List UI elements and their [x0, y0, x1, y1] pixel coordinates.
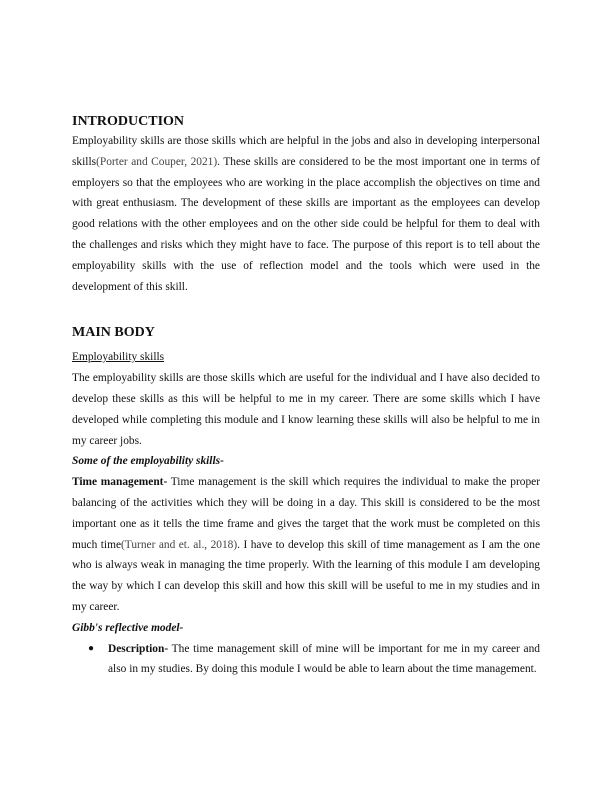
list-item: ● Description- The time management skill of mine will be important for me in my career and also in my studies. By doing this module I would be able to learn about the time management.: [72, 639, 540, 681]
time-management-label: Time management-: [72, 476, 168, 489]
gibbs-model-label: Gibb's reflective model-: [72, 621, 184, 634]
some-skills-label: Some of the employability skills-: [72, 455, 224, 468]
citation: (Turner and et. al., 2018): [121, 538, 238, 551]
bullet-icon: ●: [88, 642, 95, 654]
time-management-paragraph: Time management- Time management is the skill which requires the individual to make the proper balancing of the activities which they will be doing in a day. This skill is considered to be the most important one as it tells the time frame and gives the target that the work must be completed on this much time(Turner and et. al., 2018). I have to develop this skill of time management as I am the one who is always weak in managing the time properly. With the learning of this module I am developing the way by which I can develop this skill and how this skill will be useful to me in my studies and in my career.: [72, 476, 541, 613]
citation: (Porter and Couper, 2021): [96, 155, 218, 168]
main-body-heading: MAIN BODY: [72, 325, 155, 341]
employability-paragraph: The employability skills are those skills which are useful for the individual and I have also decided to develop these skills as this will be helpful to me in my career. There are some skills which I have developed while completing this module and I know learning these skills will also be helpful to me in my career jobs.: [72, 372, 540, 447]
introduction-paragraph: Employability skills are those skills which are helpful in the jobs and also in developing interpersonal skills(Porter and Couper, 2021). These skills are considered to be the most important one in terms of employers so that the employees who are working in the place accomplish the objectives on time and with great enthusiasm. The development of these skills are important as the employees can develop good relations with the other employees and on the other side could be helpful for them to deal with the challenges and risks which they might have to face. The purpose of this report is to tell about the employability skills with the use of reflection model and the tools which were used in the development of this skill.: [72, 135, 540, 293]
introduction-heading: INTRODUCTION: [72, 114, 185, 129]
list-item-label: Description-: [108, 642, 169, 655]
document-page: [72, 113, 540, 680]
gibbs-list: [72, 639, 540, 681]
employability-skills-subheading: Employability skills: [72, 351, 165, 364]
